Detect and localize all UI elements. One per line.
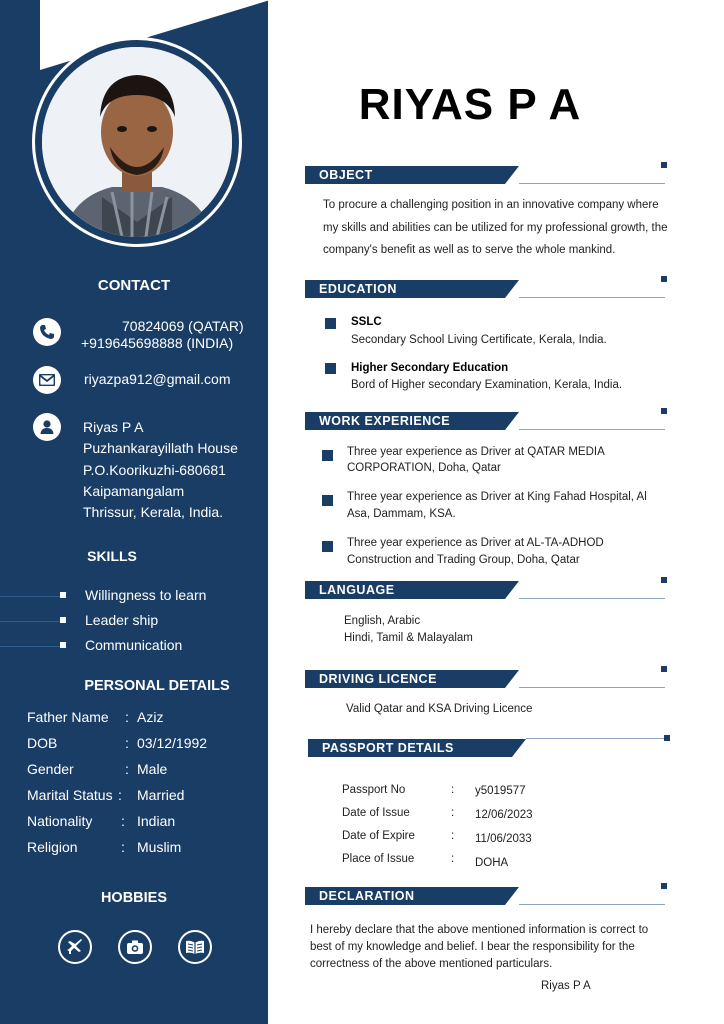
section-marker: [661, 276, 667, 282]
passport-label: Date of Issue: [342, 807, 410, 819]
personal-label: Nationality: [27, 813, 93, 829]
personal-value: Male: [137, 761, 168, 777]
section-divider: [519, 297, 665, 298]
contact-heading: CONTACT: [97, 277, 171, 294]
passport-sep: :: [451, 830, 455, 842]
bullet-square: [322, 450, 333, 461]
profile-photo-frame: [32, 37, 242, 247]
personal-value: Aziz: [137, 709, 164, 725]
skill-label: Willingness to learn: [85, 587, 207, 603]
personal-row: [27, 735, 257, 755]
skills-heading: SKILLS: [87, 548, 137, 564]
section-heading-language: LANGUAGE: [305, 581, 505, 599]
person-icon: [33, 413, 61, 441]
section-heading-work-experience: WORK EXPERIENCE: [305, 412, 505, 430]
bullet-square: [325, 363, 336, 374]
personal-sep: :: [125, 761, 129, 777]
bullet-square: [322, 541, 333, 552]
section-marker: [661, 666, 667, 672]
phone-india: +919645698888 (INDIA): [81, 335, 234, 351]
personal-sep: :: [125, 735, 129, 751]
candidate-name: RIYAS P A: [358, 80, 582, 129]
personal-row: [27, 709, 257, 729]
personal-label: Father Name: [27, 709, 109, 725]
section-divider: [526, 738, 666, 739]
section-marker: [661, 162, 667, 168]
education-title: Higher Secondary Education: [351, 362, 509, 374]
section-heading-education: EDUCATION: [305, 280, 505, 298]
section-divider: [519, 687, 665, 688]
section-marker: [661, 883, 667, 889]
airplane-icon: [58, 930, 92, 964]
email-address: riyazpa912@gmail.com: [84, 371, 231, 387]
language-line: Hindi, Tamil & Malayalam: [344, 632, 473, 644]
skill-label: Leader ship: [85, 612, 159, 628]
personal-label: Marital Status: [27, 787, 113, 803]
profile-photo: [42, 47, 232, 237]
language-line: English, Arabic: [344, 615, 421, 627]
passport-label: Place of Issue: [342, 853, 415, 865]
personal-row: [27, 787, 257, 807]
section-marker: [664, 735, 670, 741]
book-icon: [178, 930, 212, 964]
skill-item: [0, 611, 268, 631]
skill-item: [0, 586, 268, 606]
phone-qatar: 70824069 (QATAR): [122, 318, 244, 334]
sidebar: [0, 0, 268, 1024]
education-detail: Secondary School Living Certificate, Kerala, India.: [351, 334, 607, 346]
passport-value: 11/06/2033: [475, 833, 532, 845]
declaration-line: I hereby declare that the above mentioned information is correct to: [310, 924, 649, 936]
address-line: P.O.Koorikuzhi-680681: [83, 462, 226, 478]
personal-row: [27, 761, 257, 781]
personal-sep: :: [121, 839, 125, 855]
work-line: Asa, Dammam, KSA.: [347, 508, 456, 520]
work-line: Three year experience as Driver at King Fahad Hospital, Al: [347, 491, 647, 503]
object-line: company's benefit as well as to serve the whole mankind.: [323, 244, 616, 256]
education-title: SSLC: [351, 316, 382, 328]
personal-sep: :: [121, 813, 125, 829]
passport-value: DOHA: [475, 857, 509, 869]
object-line: To procure a challenging position in an innovative company where: [323, 199, 659, 211]
personal-label: Gender: [27, 761, 74, 777]
personal-value: Muslim: [137, 839, 182, 855]
section-marker: [661, 408, 667, 414]
address-line: Puzhankarayillath House: [83, 440, 238, 456]
signature: Riyas P A: [541, 980, 591, 992]
personal-sep: :: [125, 709, 129, 725]
declaration-line: best of my knowledge and belief. I bear the responsibility for the: [310, 941, 635, 953]
work-line: Three year experience as Driver at AL-TA-ADHOD: [347, 537, 604, 549]
passport-sep: :: [451, 853, 455, 865]
section-heading-driving-licence: DRIVING LICENCE: [305, 670, 505, 688]
passport-label: Passport No: [342, 784, 406, 796]
personal-value: Indian: [137, 813, 176, 829]
personal-label: DOB: [27, 735, 58, 751]
bullet-square: [322, 495, 333, 506]
personal-row: [27, 839, 257, 859]
personal-label: Religion: [27, 839, 78, 855]
skill-label: Communication: [85, 637, 183, 653]
skill-item: [0, 636, 268, 656]
address-line: Riyas P A: [83, 419, 144, 435]
personal-value: Married: [137, 787, 185, 803]
personal-details-heading: PERSONAL DETAILS: [84, 678, 230, 694]
bullet-square: [325, 318, 336, 329]
work-line: CORPORATION, Doha, Qatar: [347, 462, 501, 474]
personal-value: 03/12/1992: [137, 735, 208, 751]
work-line: Construction and Trading Group, Doha, Qatar: [347, 554, 580, 566]
passport-label: Date of Expire: [342, 830, 415, 842]
work-line: Three year experience as Driver at QATAR MEDIA: [347, 446, 605, 458]
section-divider: [519, 904, 665, 905]
address-line: Kaipamangalam: [83, 483, 185, 499]
section-divider: [519, 598, 665, 599]
personal-row: [27, 813, 257, 833]
section-divider: [519, 429, 665, 430]
address-line: Thrissur, Kerala, India.: [83, 504, 224, 520]
declaration-line: correctness of the above mentioned particulars.: [310, 958, 553, 970]
passport-value: 12/06/2023: [475, 809, 533, 821]
section-heading-declaration: DECLARATION: [305, 887, 505, 905]
section-divider: [519, 183, 665, 184]
section-marker: [661, 577, 667, 583]
personal-sep: :: [118, 787, 122, 803]
section-heading-passport-details: PASSPORT DETAILS: [308, 739, 512, 757]
passport-sep: :: [451, 784, 455, 796]
object-line: my skills and abilities can be utilized for my professional growth, the: [323, 222, 668, 234]
camera-icon: [118, 930, 152, 964]
education-detail: Bord of Higher secondary Examination, Kerala, India.: [351, 379, 623, 391]
section-heading-object: OBJECT: [305, 166, 505, 184]
email-icon: [33, 366, 61, 394]
hobbies-heading: HOBBIES: [100, 890, 168, 906]
phone-icon: [33, 318, 61, 346]
licence-text: Valid Qatar and KSA Driving Licence: [346, 703, 533, 715]
passport-sep: :: [451, 807, 455, 819]
passport-value: y5019577: [475, 785, 526, 797]
